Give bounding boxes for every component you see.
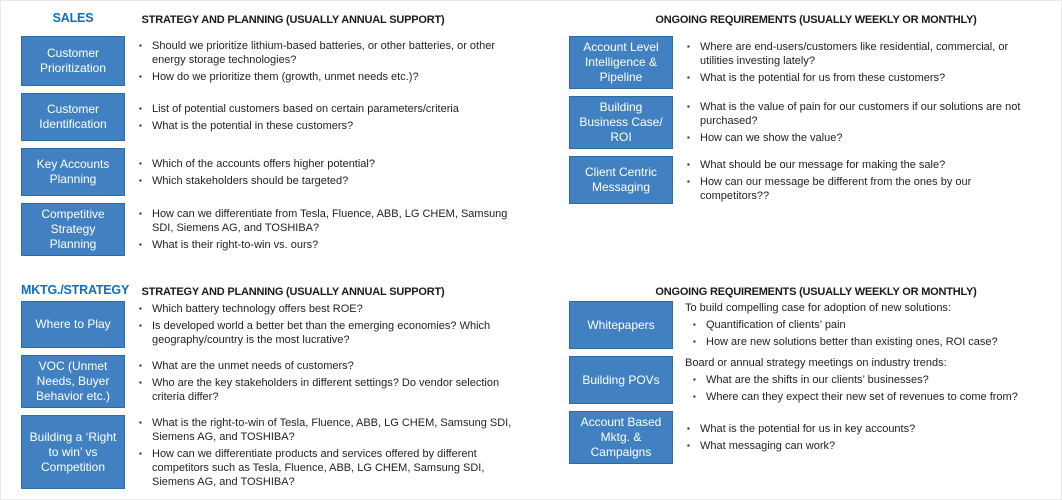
bullet-list	[685, 411, 1047, 464]
bullet-text: How can we differentiate products and services offered by different competitors such as Tesla, Fluence, ABB, LG CHEM, Samsung SDI, Siemens AG, and TOSHIBA?	[152, 447, 485, 488]
column-header-strategy-planning-mktg: STRATEGY AND PLANNING (USUALLY ANNUAL SUPPORT)	[141, 286, 445, 298]
topic-box-voc-unmet-needs: VOC (Unmet Needs, Buyer Behavior etc.)	[21, 355, 125, 408]
row-account-level-intelligence	[569, 36, 1047, 89]
bullet-text: Should we prioritize lithium-based batteries, or other batteries, or other energy storage technologies?	[152, 39, 496, 66]
bullet-text: How are new solutions better than existing ones, ROI case?	[706, 336, 998, 348]
sales-strategy-column	[21, 36, 533, 256]
section-label-sales: SALES	[52, 11, 94, 25]
row-key-accounts-planning	[21, 148, 533, 196]
bullet-text: Which of the accounts offers higher potential?	[152, 157, 375, 170]
row-competitive-strategy-planning	[21, 203, 533, 256]
bullet-text: What is the potential for us in key accounts?	[700, 423, 916, 435]
bullet-square-icon: ▪	[139, 361, 142, 370]
bullet-square-icon: ▪	[139, 209, 142, 218]
column-header-ongoing-requirements-sales: ONGOING REQUIREMENTS (USUALLY WEEKLY OR MONTHLY)	[655, 14, 977, 26]
bullet-square-icon: ▪	[139, 240, 142, 249]
bullet-item	[137, 119, 525, 133]
bullet-item	[137, 207, 525, 235]
bullet-item	[691, 373, 1039, 387]
bullet-square-icon: ▪	[139, 417, 142, 427]
bullet-list	[137, 36, 533, 86]
bullet-text: What is the right-to-win of Tesla, Fluence, ABB, LG CHEM, Samsung SDI, Siemens AG, and TOSHIBA?	[152, 416, 512, 443]
row-whitepapers	[569, 301, 1047, 349]
bullet-item	[137, 359, 525, 373]
bullet-item	[685, 100, 1039, 128]
row-customer-identification	[21, 93, 533, 141]
bullet-square-icon: ▪	[693, 392, 696, 401]
bullet-square-icon: ▪	[139, 103, 142, 113]
bullet-text: What is the potential in these customers?	[152, 119, 354, 132]
bullet-text: What should be our message for making the sale?	[700, 158, 946, 171]
topic-box-whitepapers: Whitepapers	[569, 301, 673, 349]
bullet-text: What are the unmet needs of customers?	[152, 360, 354, 372]
bullet-square-icon: ▪	[687, 441, 690, 450]
bullet-item	[691, 318, 1039, 332]
bullet-item	[137, 70, 525, 84]
topic-box-account-based-mktg: Account Based Mktg. & Campaigns	[569, 411, 673, 464]
bullet-list	[685, 156, 1047, 204]
bullet-square-icon: ▪	[693, 320, 696, 329]
bullet-list	[685, 36, 1047, 89]
bullet-square-icon: ▪	[139, 175, 142, 185]
bullet-item	[137, 102, 525, 116]
bullet-text: How can we differentiate from Tesla, Fluence, ABB, LG CHEM, Samsung SDI, Siemens AG, and TOSHIBA?	[152, 208, 508, 234]
topic-box-client-centric-messaging: Client Centric Messaging	[569, 156, 673, 204]
topic-box-account-level-intelligence: Account Level Intelligence & Pipeline	[569, 36, 673, 89]
row-building-business-case	[569, 96, 1047, 149]
bullet-text: Where can they expect their new set of revenues to come from?	[706, 391, 1018, 403]
bullet-list-intro: Board or annual strategy meetings on industry trends:	[685, 357, 947, 369]
bullet-square-icon: ▪	[693, 375, 696, 384]
bullet-text: What is the value of pain for our customers if our solutions are not purchased?	[700, 101, 1021, 127]
topic-box-competitive-strategy-planning: Competitive Strategy Planning	[21, 203, 125, 256]
bullet-list	[137, 301, 533, 348]
section-mktg-strategy	[1, 273, 1061, 500]
bullet-item	[137, 238, 525, 252]
bullet-list	[685, 356, 1047, 404]
bullet-square-icon: ▪	[139, 448, 142, 458]
row-account-based-mktg	[569, 411, 1047, 464]
bullet-item	[137, 447, 525, 489]
row-right-to-win-vs-competition	[21, 415, 533, 489]
bullet-item	[137, 416, 525, 444]
section-label-mktg-strategy: MKTG./STRATEGY	[21, 283, 130, 297]
bullet-item	[691, 390, 1039, 404]
bullet-list	[137, 148, 533, 196]
topic-box-right-to-win-vs-competition: Building a ‘Right to win’ vs Competition	[21, 415, 125, 489]
bullet-square-icon: ▪	[687, 42, 690, 51]
bullet-list	[685, 301, 1047, 349]
bullet-list	[137, 355, 533, 408]
bullet-text: How do we prioritize them (growth, unmet needs etc.)?	[152, 70, 419, 83]
column-header-ongoing-requirements-mktg: ONGOING REQUIREMENTS (USUALLY WEEKLY OR MONTHLY)	[655, 286, 977, 298]
column-header-strategy-planning-sales: STRATEGY AND PLANNING (USUALLY ANNUAL SUPPORT)	[141, 14, 445, 26]
section-sales	[1, 1, 1061, 269]
bullet-square-icon: ▪	[687, 102, 690, 111]
bullet-text: What are the shifts in our clients’ businesses?	[706, 374, 929, 386]
bullet-item	[137, 39, 525, 67]
bullet-text: What is the potential for us from these customers?	[700, 72, 946, 84]
row-voc-unmet-needs	[21, 355, 533, 408]
bullet-item	[685, 175, 1039, 203]
sales-ongoing-column	[569, 36, 1047, 204]
bullet-item	[685, 158, 1039, 172]
bullet-item	[137, 157, 525, 171]
bullet-item	[685, 439, 1039, 453]
bullet-text: Which battery technology offers best ROE?	[152, 303, 363, 315]
bullet-square-icon: ▪	[139, 158, 142, 168]
bullet-item	[685, 422, 1039, 436]
bullet-square-icon: ▪	[139, 71, 142, 81]
topic-box-building-business-case: Building Business Case/ ROI	[569, 96, 673, 149]
bullet-square-icon: ▪	[139, 304, 142, 313]
topic-box-building-povs: Building POVs	[569, 356, 673, 404]
bullet-text: How can our message be different from the ones by our competitors??	[700, 175, 972, 202]
bullet-text: Which stakeholders should be targeted?	[152, 174, 349, 187]
bullet-list	[137, 203, 533, 256]
bullet-item	[685, 40, 1039, 68]
row-customer-prioritization	[21, 36, 533, 86]
bullet-list	[137, 93, 533, 141]
bullet-square-icon: ▪	[687, 176, 690, 186]
mktg-ongoing-column	[569, 301, 1047, 464]
row-client-centric-messaging	[569, 156, 1047, 204]
mktg-strategy-column	[21, 301, 533, 489]
bullet-item	[137, 319, 525, 347]
bullet-square-icon: ▪	[687, 424, 690, 433]
topic-box-key-accounts-planning: Key Accounts Planning	[21, 148, 125, 196]
bullet-list	[137, 415, 533, 489]
bullet-item	[685, 71, 1039, 85]
topic-box-where-to-play: Where to Play	[21, 301, 125, 348]
bullet-text: Quantification of clients’ pain	[706, 319, 846, 331]
bullet-square-icon: ▪	[687, 133, 690, 142]
topic-box-customer-identification: Customer Identification	[21, 93, 125, 141]
bullet-text: How can we show the value?	[700, 132, 843, 144]
bullet-list-intro: To build compelling case for adoption of new solutions:	[685, 302, 951, 314]
bullet-text: What messaging can work?	[700, 440, 836, 452]
row-where-to-play	[21, 301, 533, 348]
topic-box-customer-prioritization: Customer Prioritization	[21, 36, 125, 86]
bullet-square-icon: ▪	[139, 40, 142, 50]
bullet-text: Where are end-users/customers like residential, commercial, or utilities investing lately?	[700, 41, 1009, 67]
bullet-list	[685, 96, 1047, 149]
bullet-text: Who are the key stakeholders in different settings? Do vendor selection criteria differ?	[152, 377, 500, 403]
bullet-square-icon: ▪	[693, 337, 696, 346]
bullet-text: Is developed world a better bet than the emerging economies? Which geography/country is the most lucrative?	[152, 320, 491, 346]
bullet-item	[137, 302, 525, 316]
bullet-text: What is their right-to-win vs. ours?	[152, 239, 319, 251]
bullet-square-icon: ▪	[687, 159, 690, 169]
bullet-item	[691, 335, 1039, 349]
bullet-item	[137, 376, 525, 404]
bullet-item	[137, 174, 525, 188]
row-building-povs	[569, 356, 1047, 404]
bullet-text: List of potential customers based on certain parameters/criteria	[152, 102, 459, 115]
bullet-square-icon: ▪	[687, 73, 690, 82]
bullet-square-icon: ▪	[139, 378, 142, 387]
bullet-square-icon: ▪	[139, 120, 142, 130]
bullet-square-icon: ▪	[139, 321, 142, 330]
bullet-item	[685, 131, 1039, 145]
